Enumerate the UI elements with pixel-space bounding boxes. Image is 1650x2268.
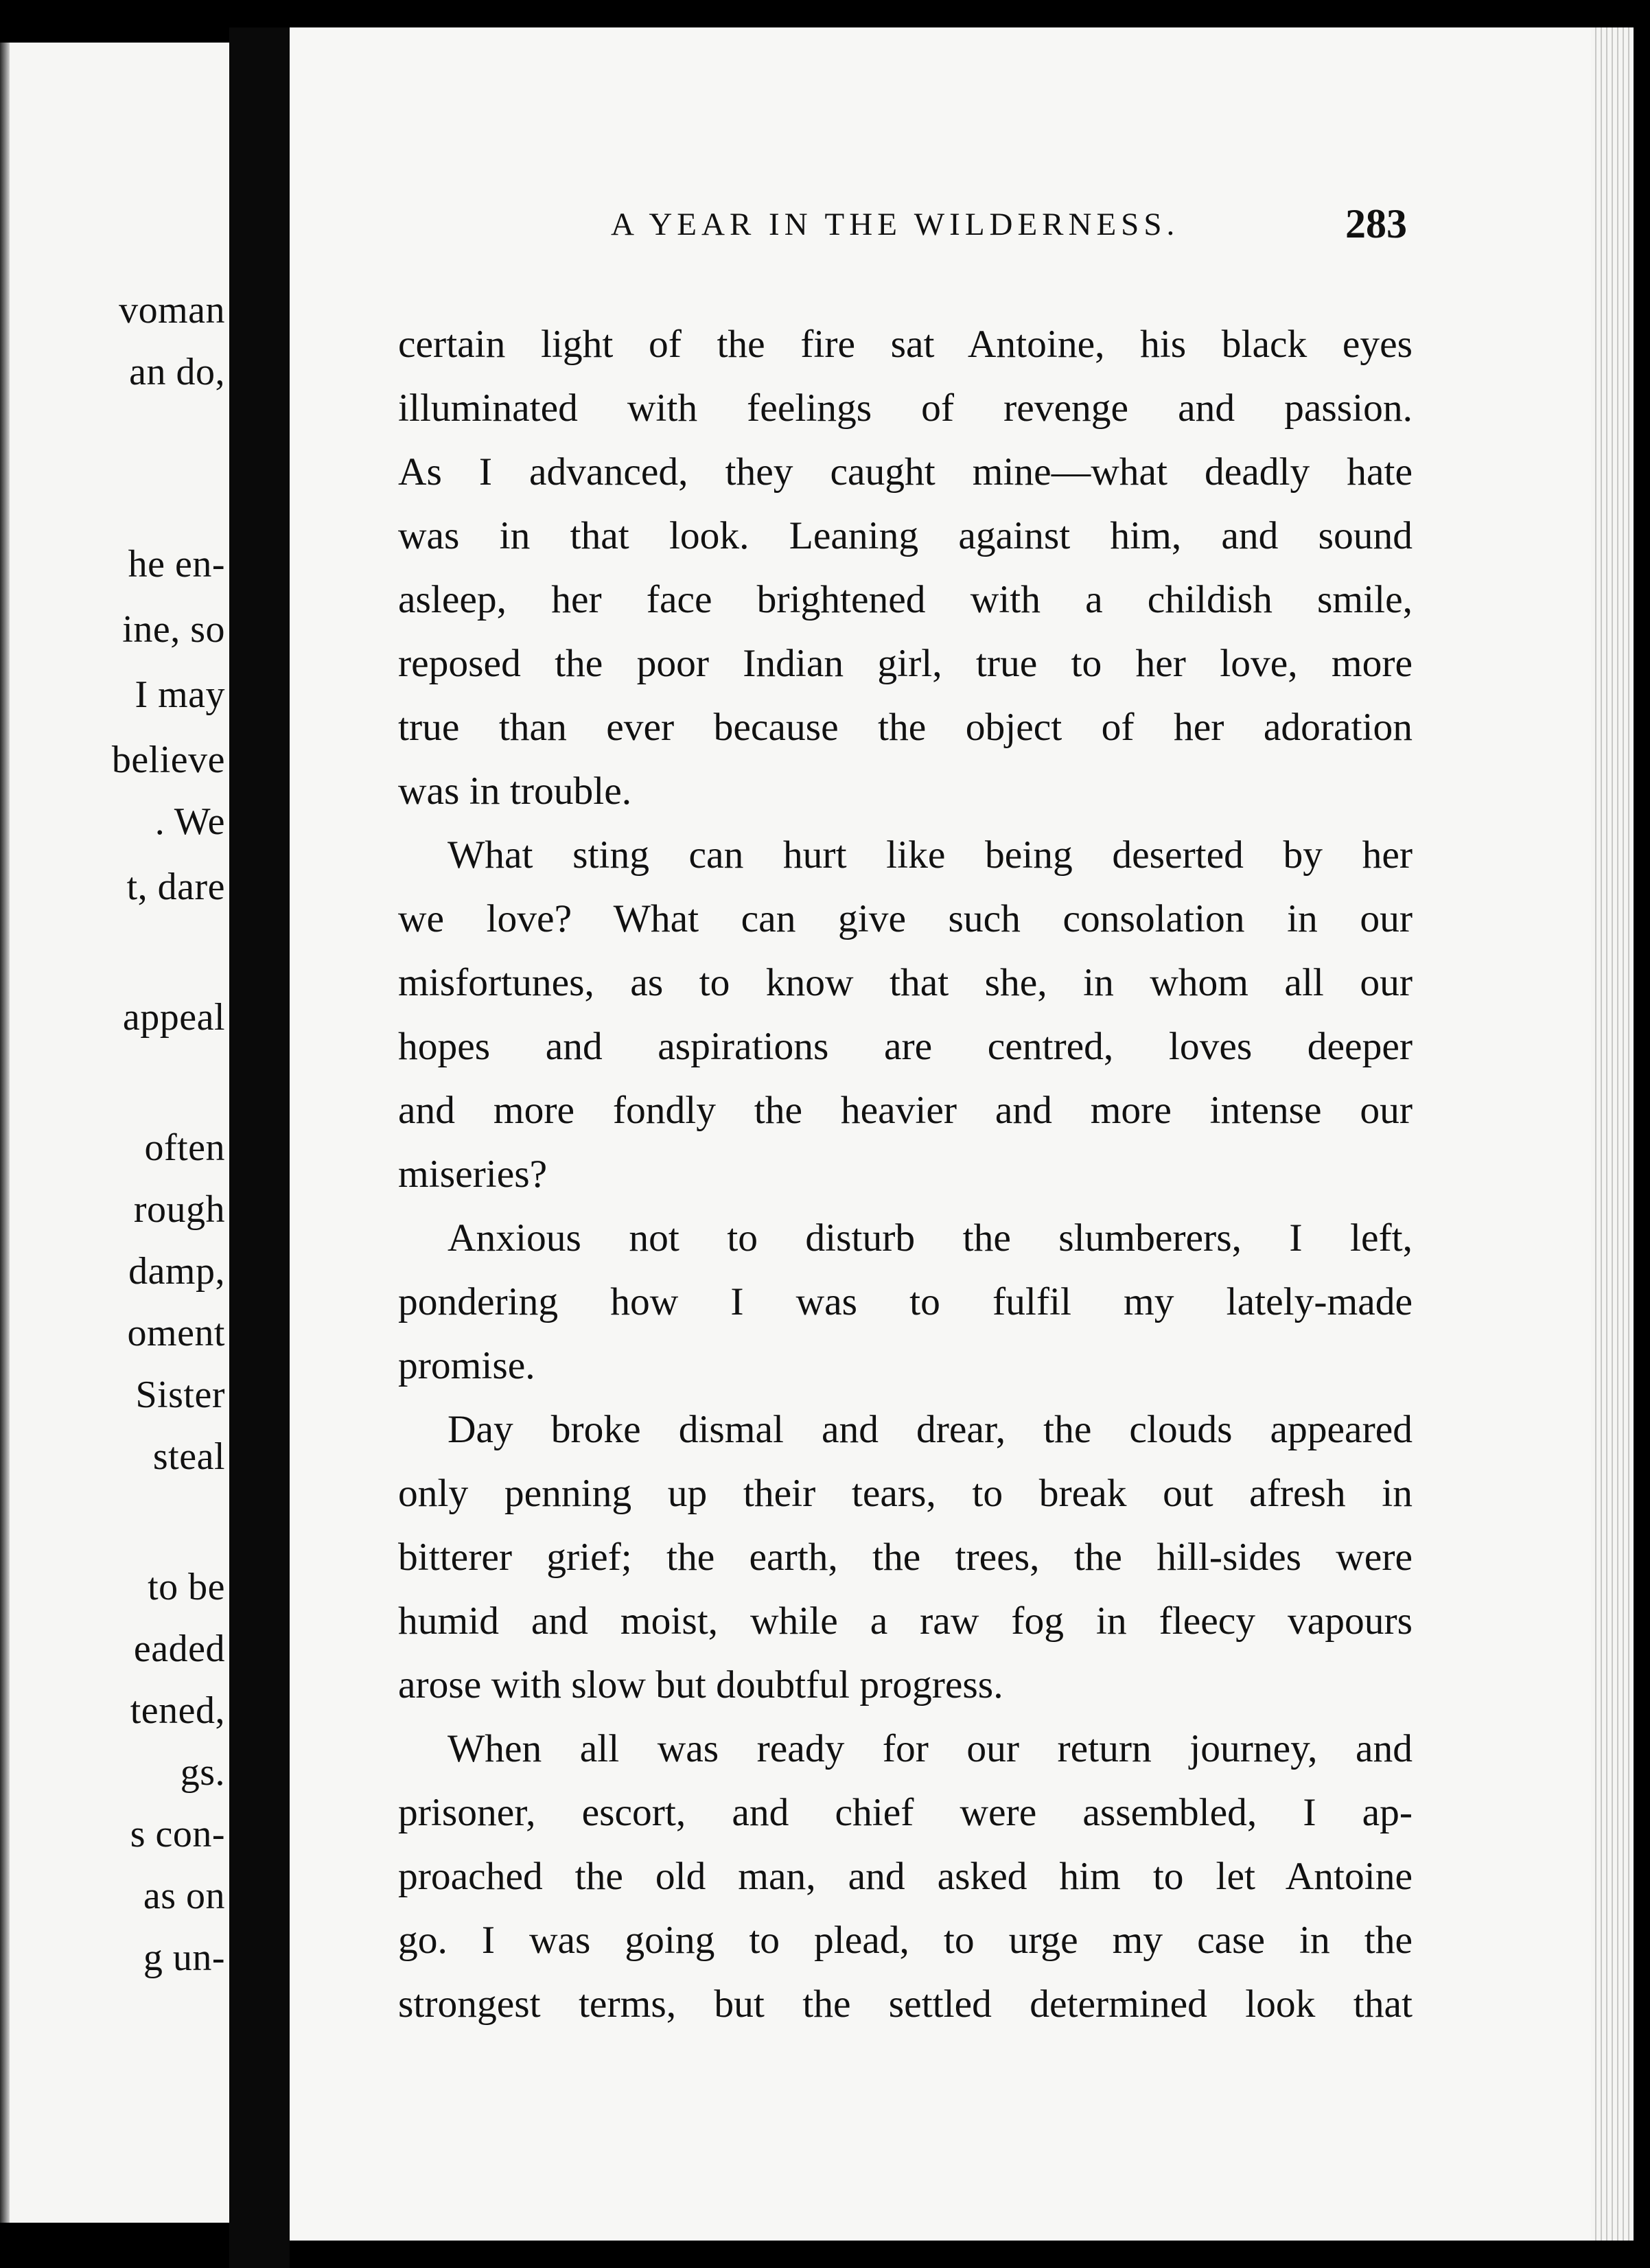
text-line: arose with slow but doubtful progress. bbox=[398, 1663, 1003, 1706]
text-line: illuminated with feelings of revenge and passion. bbox=[398, 386, 1413, 430]
text-line: What sting can hurt like being deserted by her bbox=[448, 833, 1413, 877]
text-line: promise. bbox=[398, 1344, 535, 1387]
paragraph bbox=[398, 312, 1413, 823]
text-line: true than ever because the object of her adoration bbox=[398, 706, 1413, 749]
paragraph bbox=[398, 1717, 1413, 2036]
paragraph bbox=[398, 1398, 1413, 1717]
page-number: 283 bbox=[1345, 201, 1407, 246]
left-page-line: as on bbox=[143, 1875, 225, 1917]
text-line: was in that look. Leaning against him, and sound bbox=[398, 514, 1413, 557]
text-line: go. I was going to plead, to urge my case in the bbox=[398, 1919, 1413, 1962]
left-page-line: believe bbox=[111, 739, 225, 781]
text-line: reposed the poor Indian girl, true to her love, more bbox=[398, 642, 1413, 685]
left-page-line: an do, bbox=[129, 351, 225, 393]
left-page-line: . We bbox=[154, 800, 225, 843]
left-page-line: steal bbox=[152, 1435, 225, 1478]
left-page-line: damp, bbox=[128, 1250, 225, 1293]
text-line: misfortunes, as to know that she, in whom all our bbox=[398, 961, 1413, 1004]
text-line: hopes and aspirations are centred, loves deeper bbox=[398, 1025, 1413, 1068]
left-page-line: often bbox=[144, 1126, 225, 1169]
text-line: and more fondly the heavier and more intense our bbox=[398, 1089, 1413, 1132]
body-text bbox=[398, 312, 1413, 2036]
text-line: As I advanced, they caught mine—what deadly hate bbox=[398, 450, 1413, 494]
text-line: proached the old man, and asked him to let Antoine bbox=[398, 1855, 1413, 1898]
running-head: A YEAR IN THE WILDERNESS. bbox=[611, 207, 1180, 242]
left-page-line: rough bbox=[133, 1188, 225, 1231]
left-page-line: ine, so bbox=[122, 608, 225, 651]
text-line: When all was ready for our return journey, and bbox=[448, 1727, 1413, 1770]
text-line: humid and moist, while a raw fog in fleecy vapours bbox=[398, 1599, 1413, 1643]
text-line: was in trouble. bbox=[398, 769, 632, 813]
text-line: bitterer grief; the earth, the trees, the hill-sides were bbox=[398, 1536, 1413, 1579]
left-page-line: t, dare bbox=[126, 866, 225, 908]
left-page-line: gs. bbox=[180, 1751, 225, 1794]
text-line: Anxious not to disturb the slumberers, I left, bbox=[448, 1216, 1413, 1260]
text-line: we love? What can give such consolation in our bbox=[398, 897, 1413, 940]
left-page-line: Sister bbox=[135, 1374, 225, 1416]
left-facing-page bbox=[0, 43, 229, 2223]
text-line: pondering how I was to fulfil my lately-made bbox=[398, 1280, 1413, 1323]
left-page-line: to be bbox=[148, 1566, 225, 1608]
book-gutter bbox=[229, 27, 290, 2268]
left-page-line: eaded bbox=[133, 1628, 225, 1670]
left-page-line: g un- bbox=[143, 1936, 225, 1979]
text-line: only penning up their tears, to break out afresh in bbox=[398, 1472, 1413, 1515]
left-page-line: he en- bbox=[128, 543, 225, 586]
left-page-line: s con- bbox=[130, 1813, 225, 1855]
left-page-line: voman bbox=[119, 289, 225, 332]
page-edges bbox=[1591, 27, 1634, 2241]
text-line: Day broke dismal and drear, the clouds appeared bbox=[448, 1408, 1413, 1451]
text-line: miseries? bbox=[398, 1153, 548, 1196]
text-line: prisoner, escort, and chief were assembled, I ap- bbox=[398, 1791, 1413, 1834]
left-page-line: tened, bbox=[130, 1689, 225, 1732]
paragraph bbox=[398, 1206, 1413, 1398]
left-page-line: appeal bbox=[122, 996, 225, 1039]
left-page-line: I may bbox=[135, 673, 225, 716]
left-page-shadow bbox=[0, 43, 10, 2223]
text-line: strongest terms, but the settled determined look that bbox=[398, 1982, 1413, 2026]
text-line: certain light of the fire sat Antoine, his black eyes bbox=[398, 323, 1413, 366]
left-page-line: oment bbox=[127, 1312, 225, 1354]
text-line: asleep, her face brightened with a childish smile, bbox=[398, 578, 1413, 621]
paragraph bbox=[398, 823, 1413, 1206]
